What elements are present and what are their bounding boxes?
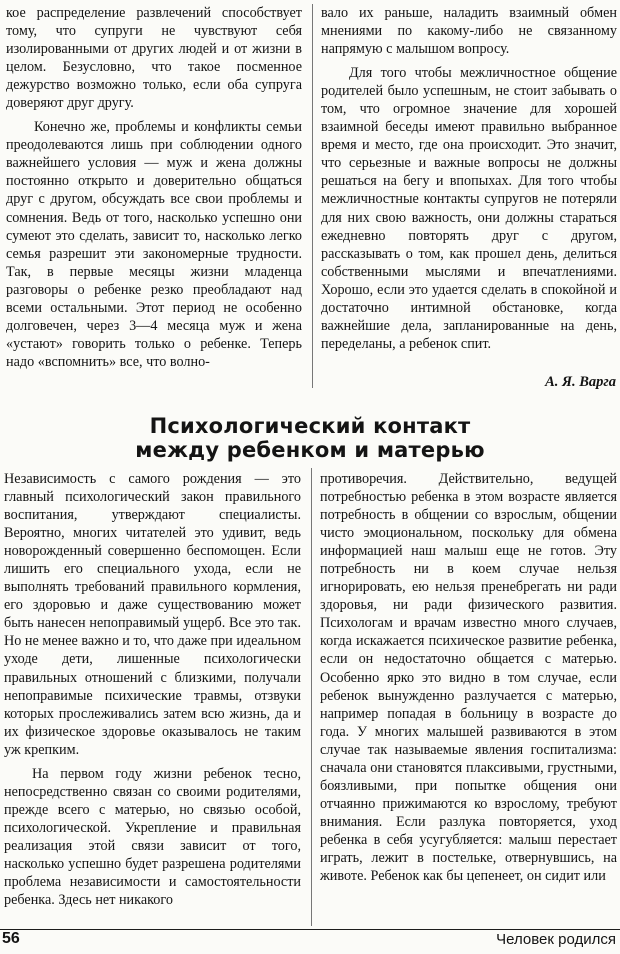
column-divider bbox=[311, 468, 312, 926]
column-top-right bbox=[321, 4, 617, 353]
heading-line-1: Психологический контакт bbox=[149, 414, 471, 438]
column-divider bbox=[312, 4, 313, 388]
footer-rule bbox=[0, 929, 620, 930]
paragraph: Независимость с самого рождения — это главный психологический закон правильного воспитания, утверждают специалисты. Вероятно, многих читателей это удивит, ведь новорожденный совершенно беспомощен. Если лишить его специального ухода, если не выполнять требований правильного кормления, его здоровью и даже существованию может быть нанесен непоправимый ущерб. Все это так. Но не менее важно и то, что даже при идеальном уходе дети, лишенные психологически правильных отношений с близкими, получали непоправимые психические травмы, отзвуки которых прослеживались затем всю жизнь, да и их физическое здоровье оказывалось не таким уж крепким. bbox=[4, 471, 301, 758]
column-bottom-left bbox=[4, 470, 301, 909]
paragraph: кое распределение развлечений способствует тому, что супруги не чувствуют себя изолированными от других людей и от жизни в целом. Безусловно, что такое посменное дежурство возможно только, если оба супруга доверяют друг другу. bbox=[6, 5, 302, 112]
paragraph: Конечно же, проблемы и конфликты семьи преодолеваются лишь при соблюдении одного важнейшего условия — муж и жена должны постоянно открыто и доверительно общаться друг с другом, обсуждать все свои проблемы и сомнения. Ведь от того, насколько успешно они сумеют это сделать, зависит то, насколько легко семья разрешит эти закономерные трудности. Так, в первые месяцы жизни младенца разговоры о ребенке резко преобладают над всеми остальными. Этот период не особенно долговечен, через 3—4 месяца муж и жена «устают» говорить только о ребенке. Теперь надо «вспомнить» все, что волно- bbox=[6, 119, 302, 370]
column-bottom-right bbox=[320, 470, 617, 885]
running-footer-title: Человек родился bbox=[496, 931, 616, 948]
paragraph: вало их раньше, наладить взаимный обмен мнениями по какому-либо не связанному напрямую с малышом вопросу. bbox=[321, 5, 617, 58]
column-top-left bbox=[6, 4, 302, 371]
paragraph: Для того чтобы межличностное общение родителей было успешным, не стоит забывать о том, что огромное значение для хорошей взаимной беседы имеют правильно выбранное время и место, где она происходит. Это значит, что серьезные и важные вопросы не должны решаться на бегу и впопыхах. Для того чтобы межличностные контакты супругов не потеряли для них свою важность, они должны стараться ежедневно повторять друг с другом, рассказывать о том, как прошел день, делиться собственными мыслями и впечатлениями. Хорошо, если это удается сделать в спокойной и достаточно интимной обстановке, когда важнейшие дела, запланированные на день, переделаны, а ребенок спит. bbox=[321, 65, 617, 352]
heading-line-2: между ребенком и матерью bbox=[135, 438, 485, 462]
article-heading bbox=[0, 414, 620, 462]
paragraph: На первом году жизни ребенок тесно, непосредственно связан со своими родителями, прежде всего с матерью, но связью особой, психологической. Укрепление и правильная реализация этой связи зависит от того, насколько успешно будет разрешена родителями проблема независимости и самостоятельности ребенка. Здесь нет никакого bbox=[4, 765, 301, 909]
paragraph: противоречия. Действительно, ведущей потребностью ребенка в этом возрасте является потребность в общении со взрослым, общении чисто эмоциональном, поскольку для обмена информацией наш малыш еще не готов. Эту потребность ни в коем случае нельзя игнорировать, ею нельзя пренебрегать ни ради здоровья, ни ради физического развития. Психологам и врачам известно много случаев, когда искажается психическое развитие ребенка, если он недостаточно общается с матерью. Особенно ярко это видно в том случае, если ребенок вынужденно разлучается с матерью, например попадая в больницу в возрасте до года. У многих малышей развиваются в этом случае так называемые явления госпитализма: сначала они становятся плаксивыми, грустными, боязливыми, при попытке общения они отчаянно прижимаются ко взрослому, требуют внимания. Если разлука повторяется, уход ребенка в себя усугубляется: малыш перестает играть, лежит в постельке, отвернувшись, на животе. Ребенок как бы цепенеет, он сидит или bbox=[320, 471, 617, 885]
article-author: А. Я. Варга bbox=[545, 374, 616, 390]
page-number: 56 bbox=[2, 930, 20, 947]
